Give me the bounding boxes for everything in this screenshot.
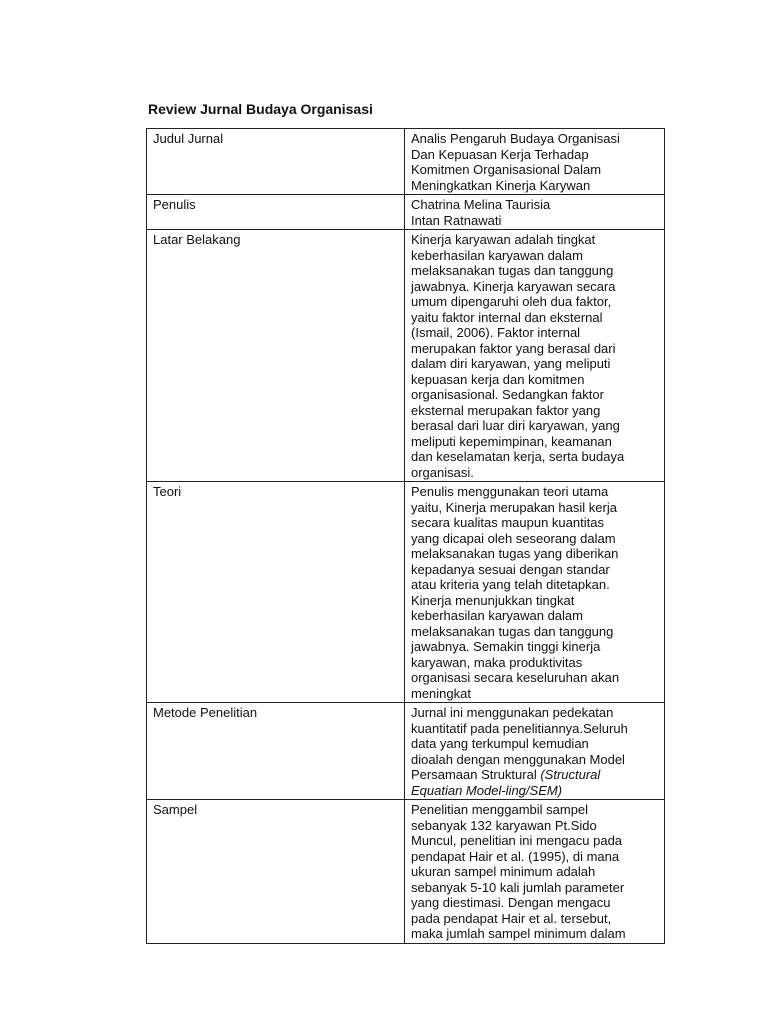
text-line: karyawan, maka produktivitas	[411, 654, 583, 670]
text-line: melaksanakan tugas yang diberikan	[411, 546, 619, 561]
text-line: eksternal merupakan faktor yang	[411, 402, 601, 418]
text-line: melaksanakan tugas dan tanggung	[411, 263, 614, 278]
text-line: Muncul, penelitian ini mengacu pada	[411, 833, 623, 848]
text-line: pada pendapat Hair et al. tersebut,	[411, 910, 612, 926]
text-line: kepuasan kerja dan komitmen	[411, 371, 585, 387]
text-line: merupakan faktor yang berasal dari	[411, 340, 616, 356]
text-line: keberhasilan karyawan dalam	[411, 247, 583, 263]
table-row-judul-jurnal	[147, 129, 665, 195]
text-line: atau kriteria yang telah ditetapkan.	[411, 577, 610, 592]
text-line: kepadanya sesuai dengan standar	[411, 561, 610, 577]
text-line-mixed	[411, 767, 660, 783]
text-line: meliputi kepemimpinan, keamanan	[411, 433, 612, 449]
text-line: dan keselamatan kerja, serta budaya	[411, 449, 625, 464]
table-row-metode-penelitian	[147, 703, 665, 800]
table-row-latar-belakang	[147, 230, 665, 482]
text-line: yang diestimasi. Dengan mengacu	[411, 895, 611, 910]
text-line: Komitmen Organisasional Dalam	[411, 162, 602, 177]
text-line: sebanyak 132 karyawan Pt.Sido	[411, 817, 597, 833]
text-line: data yang terkumpul kemudian	[411, 736, 589, 751]
text-line: keberhasilan karyawan dalam	[411, 608, 583, 623]
row-value	[405, 230, 665, 482]
text-line: pendapat Hair et al. (1995), di mana	[411, 848, 620, 864]
review-table	[146, 128, 665, 944]
table-row-penulis	[147, 195, 665, 230]
text-line: Analis Pengaruh Budaya Organisasi	[411, 131, 620, 146]
text-line: Penulis menggunakan teori utama	[411, 484, 609, 499]
text-line: sebanyak 5-10 kali jumlah parameter	[411, 879, 625, 895]
text-line: ukuran sampel minimum adalah	[411, 864, 596, 879]
text-line: Kinerja menunjukkan tingkat	[411, 592, 575, 608]
text-line: yaitu, Kinerja merupakan hasil kerja	[411, 499, 617, 515]
text-line: Chatrina Melina Taurisia	[411, 197, 551, 212]
row-value	[405, 195, 665, 230]
italic-text: (Structural	[540, 767, 601, 782]
text-line: organisasi secara keseluruhan akan	[411, 670, 620, 685]
text-line: organisasional. Sedangkan faktor	[411, 387, 604, 402]
row-label: Metode Penelitian	[147, 703, 405, 800]
text-line: kuantitatif pada penelitiannya.Seluruh	[411, 720, 628, 736]
text-line: yang dicapai oleh seseorang dalam	[411, 530, 616, 546]
text-line: secara kualitas maupun kuantitas	[411, 515, 604, 530]
text-line: Intan Ratnawati	[411, 212, 502, 228]
text-line: maka jumlah sampel minimum dalam	[411, 926, 626, 941]
row-value	[405, 482, 665, 703]
row-value	[405, 703, 665, 800]
text-line: berasal dari luar diri karyawan, yang	[411, 418, 620, 433]
text-line: melaksanakan tugas dan tanggung	[411, 623, 614, 639]
text-line: jawabnya. Semakin tinggi kinerja	[411, 639, 601, 654]
table-row-teori	[147, 482, 665, 703]
text-line: organisasi.	[411, 464, 474, 480]
text-line: dalam diri karyawan, yang meliputi	[411, 356, 611, 371]
row-value	[405, 800, 665, 944]
table-row-sampel	[147, 800, 665, 944]
text-line: Meningkatkan Kinerja Karywan	[411, 177, 591, 193]
plain-text: Persamaan Struktural	[411, 767, 541, 782]
row-label: Latar Belakang	[147, 230, 405, 482]
row-label: Judul Jurnal	[147, 129, 405, 195]
text-line: Dan Kepuasan Kerja Terhadap	[411, 146, 589, 162]
text-line: Kinerja karyawan adalah tingkat	[411, 232, 596, 247]
row-value	[405, 129, 665, 195]
row-label: Teori	[147, 482, 405, 703]
italic-text-line: Equatian Model-ling/SEM)	[411, 782, 563, 798]
text-line: yaitu faktor internal dan eksternal	[411, 309, 603, 325]
row-label: Penulis	[147, 195, 405, 230]
document-title: Review Jurnal Budaya Organisasi	[148, 101, 373, 117]
text-line: (Ismail, 2006). Faktor internal	[411, 325, 581, 340]
row-label: Sampel	[147, 800, 405, 944]
text-line: Jurnal ini menggunakan pedekatan	[411, 705, 614, 720]
text-line: umum dipengaruhi oleh dua faktor,	[411, 294, 612, 309]
text-line: Penelitian menggambil sampel	[411, 802, 589, 817]
text-line: meningkat	[411, 685, 471, 701]
text-line: dioalah dengan menggunakan Model	[411, 751, 625, 767]
text-line: jawabnya. Kinerja karyawan secara	[411, 278, 616, 294]
